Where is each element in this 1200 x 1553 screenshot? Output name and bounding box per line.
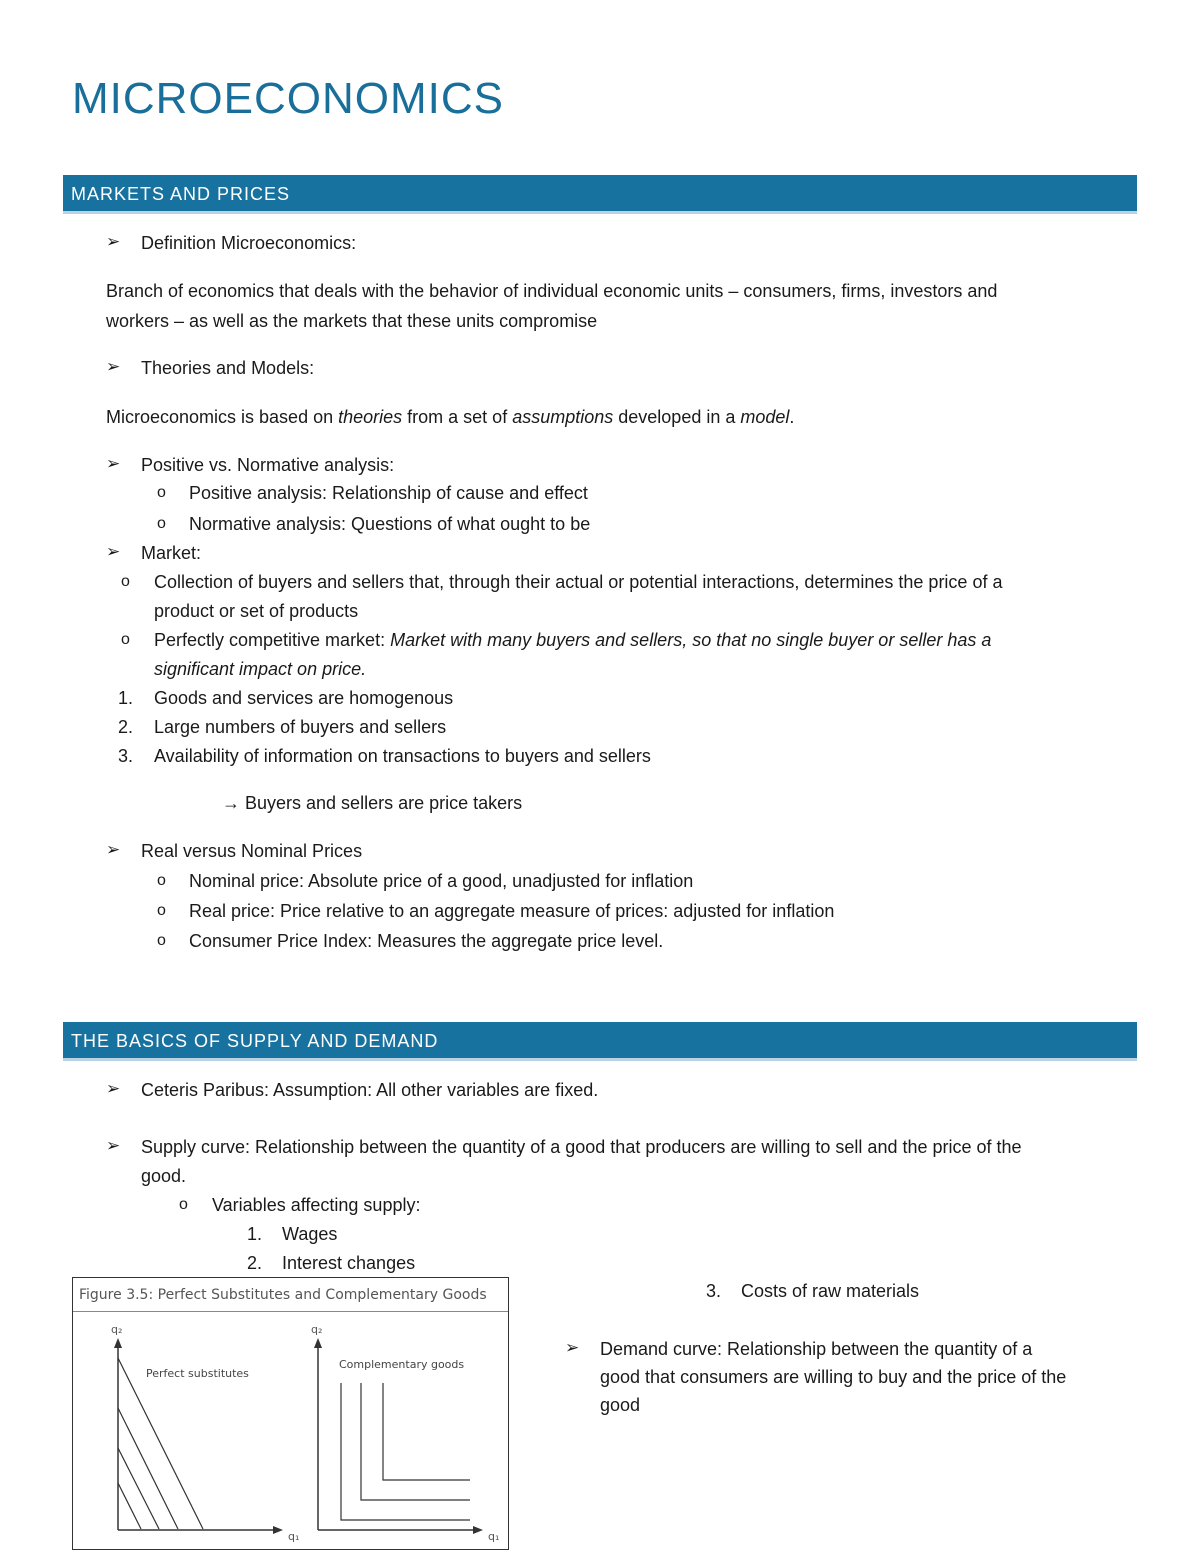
arrow-bullet-icon: ➢	[106, 542, 121, 561]
right-x-axis-arrow	[473, 1526, 483, 1534]
figure-substitutes-complements	[72, 1277, 509, 1550]
circle-bullet-icon: o	[179, 1196, 188, 1213]
supply-curve-line2: good.	[141, 1166, 187, 1186]
circle-bullet-icon: o	[121, 573, 130, 590]
numbered-marker: 2.	[247, 1253, 263, 1273]
numbered-item: Goods and services are homogenous	[154, 688, 454, 708]
right-y-axis-arrow	[314, 1338, 322, 1348]
demand-curve-line1: Demand curve: Relationship between the quantity of a	[600, 1339, 1033, 1359]
perfect-competition-line2: significant impact on price.	[154, 659, 367, 679]
numbered-marker: 3.	[706, 1281, 722, 1301]
substitute-line-4	[118, 1483, 141, 1529]
arrow-bullet-icon: ➢	[565, 1338, 580, 1357]
figure-graphs	[73, 1278, 507, 1548]
real-nominal-label: Real versus Nominal Prices	[141, 841, 363, 861]
section-banner-supply-demand	[63, 1022, 1137, 1061]
arrow-bullet-icon: ➢	[106, 454, 121, 473]
arrow-bullet-icon: ➢	[106, 840, 121, 859]
left-x-label: q₁	[288, 1530, 300, 1543]
theories-label: Theories and Models:	[141, 358, 315, 378]
right-x-label: q₁	[488, 1530, 500, 1543]
theories-text: Microeconomics is based on theories from a set of assumptions developed in a model.	[106, 407, 795, 427]
section-banner-markets	[63, 175, 1137, 214]
page-title: MICROECONOMICS	[72, 74, 504, 123]
left-caption: Perfect substitutes	[146, 1367, 249, 1380]
numbered-marker: 1.	[118, 688, 134, 708]
market-label: Market:	[141, 543, 202, 563]
substitute-line-1	[118, 1358, 203, 1529]
price-takers-note: → Buyers and sellers are price takers	[222, 793, 523, 813]
right-caption: Complementary goods	[339, 1358, 465, 1371]
market-item-line2: product or set of products	[154, 601, 359, 621]
supply-curve-line1: Supply curve: Relationship between the quantity of a good that producers are willing to sell and the price of the	[141, 1137, 1022, 1157]
numbered-marker: 1.	[247, 1224, 263, 1244]
list-item: Nominal price: Absolute price of a good, unadjusted for inflation	[189, 871, 694, 891]
left-y-label: q₂	[111, 1323, 123, 1336]
positive-normative-label: Positive vs. Normative analysis:	[141, 455, 395, 475]
list-item: Real price: Price relative to an aggregate measure of prices: adjusted for inflation	[189, 901, 835, 921]
demand-curve-line2: good that consumers are willing to buy and the price of the	[600, 1367, 1067, 1387]
circle-bullet-icon: o	[157, 484, 166, 501]
numbered-item: Large numbers of buyers and sellers	[154, 717, 447, 737]
definition-text-line2: workers – as well as the markets that these units compromise	[106, 311, 598, 331]
definition-label: Definition Microeconomics:	[141, 233, 357, 253]
figure-title: Figure 3.5: Perfect Substitutes and Complementary Goods	[79, 1287, 487, 1303]
demand-curve-line3: good	[600, 1395, 641, 1415]
variables-label: Variables affecting supply:	[212, 1195, 421, 1215]
definition-text-line1: Branch of economics that deals with the behavior of individual economic units – consumers, firms, investors and	[106, 281, 998, 301]
left-x-axis-arrow	[273, 1526, 283, 1534]
numbered-item: Costs of raw materials	[741, 1281, 920, 1301]
market-item-line1: Collection of buyers and sellers that, through their actual or potential interactions, determines the price of a	[154, 572, 1003, 592]
arrow-bullet-icon: ➢	[106, 357, 121, 376]
section-heading: MARKETS AND PRICES	[71, 184, 291, 204]
arrow-bullet-icon: ➢	[106, 232, 121, 251]
numbered-marker: 2.	[118, 717, 134, 737]
list-item: Normative analysis: Questions of what ought to be	[189, 514, 591, 534]
circle-bullet-icon: o	[157, 515, 166, 532]
list-item: Positive analysis: Relationship of cause and effect	[189, 483, 588, 503]
complement-curve-2	[361, 1383, 470, 1500]
numbered-marker: 3.	[118, 746, 134, 766]
right-y-label: q₂	[311, 1323, 323, 1336]
left-y-axis-arrow	[114, 1338, 122, 1348]
arrow-bullet-icon: ➢	[106, 1136, 121, 1155]
numbered-item: Wages	[282, 1224, 338, 1244]
circle-bullet-icon: o	[121, 631, 130, 648]
ceteris-paribus: Ceteris Paribus: Assumption: All other variables are fixed.	[141, 1080, 599, 1100]
circle-bullet-icon: o	[157, 872, 166, 889]
list-item: Consumer Price Index: Measures the aggregate price level.	[189, 931, 664, 951]
circle-bullet-icon: o	[157, 902, 166, 919]
substitute-line-3	[118, 1448, 159, 1529]
perfect-competition-line1: Perfectly competitive market: Market with many buyers and sellers, so that no single buyer or seller has a	[154, 630, 992, 650]
substitute-line-2	[118, 1408, 178, 1529]
numbered-item: Availability of information on transactions to buyers and sellers	[154, 746, 651, 766]
numbered-item: Interest changes	[282, 1253, 416, 1273]
complement-curve-3	[383, 1383, 470, 1480]
arrow-bullet-icon: ➢	[106, 1079, 121, 1098]
section-heading: THE BASICS OF SUPPLY AND DEMAND	[71, 1031, 439, 1051]
circle-bullet-icon: o	[157, 932, 166, 949]
